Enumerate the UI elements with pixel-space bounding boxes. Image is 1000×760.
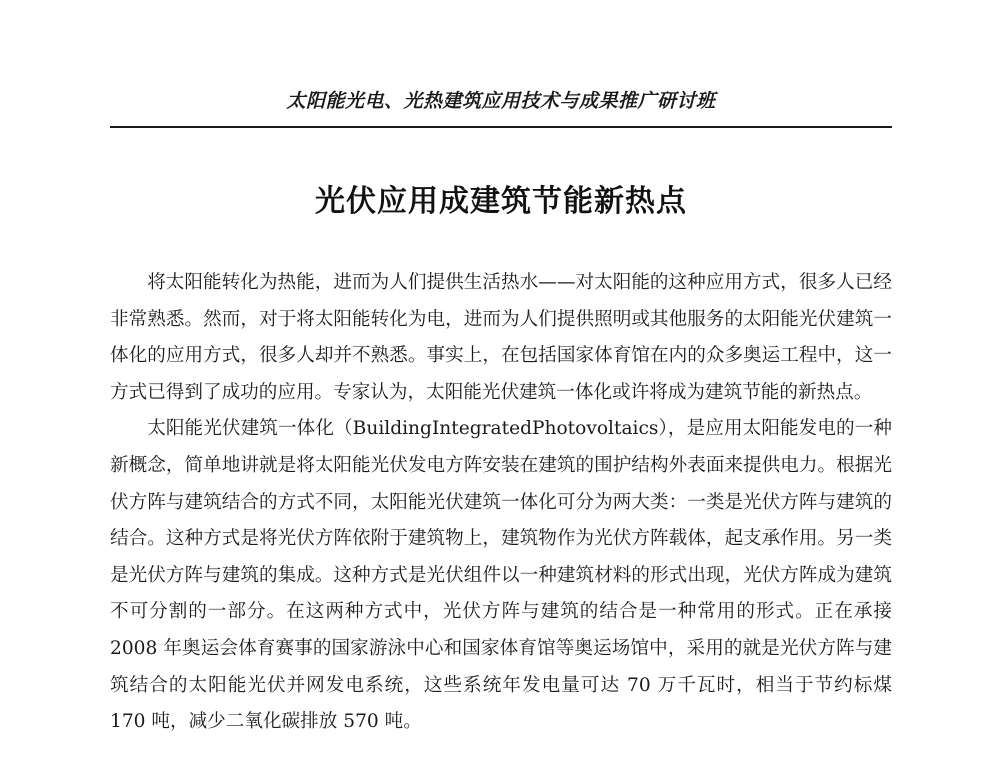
header-rule [110,126,892,128]
article-body [110,265,892,741]
paragraph-1: 将太阳能转化为热能，进而为人们提供生活热水——对太阳能的这种应用方式，很多人已经非常熟悉。然而，对于将太阳能转化为电，进而为人们提供照明或其他服务的太阳能光伏建筑一体化的应用方式，很多人却并不熟悉。事实上，在包括国家体育馆在内的众多奥运工程中，这一方式已得到了成功的应用。专家认为，太阳能光伏建筑一体化或许将成为建筑节能的新热点。 [110,272,892,403]
paragraph-2: 太阳能光伏建筑一体化（BuildingIntegratedPhotovoltaics），是应用太阳能发电的一种新概念，简单地讲就是将太阳能光伏发电方阵安装在建筑的围护结构外表面来提供电力。根据光伏方阵与建筑结合的方式不同，太阳能光伏建筑一体化可分为两大类：一类是光伏方阵与建筑的结合。这种方式是将光伏方阵依附于建筑物上，建筑物作为光伏方阵载体，起支承作用。另一类是光伏方阵与建筑的集成。这种方式是光伏组件以一种建筑材料的形式出现，光伏方阵成为建筑不可分割的一部分。在这两种方式中，光伏方阵与建筑的结合是一种常用的形式。正在承接 2008 年奥运会体育赛事的国家游泳中心和国家体育馆等奥运场馆中，采用的就是光伏方阵与建筑结合的太阳能光伏并网发电系统，这些系统年发电量可达 70 万千瓦时，相当于节约标煤 170 吨，减少二氧化碳排放 570 吨。 [110,418,892,733]
article-title: 光伏应用成建筑节能新热点 [315,184,687,219]
running-header: 太阳能光电、光热建筑应用技术与成果推广研讨班 [286,90,716,112]
